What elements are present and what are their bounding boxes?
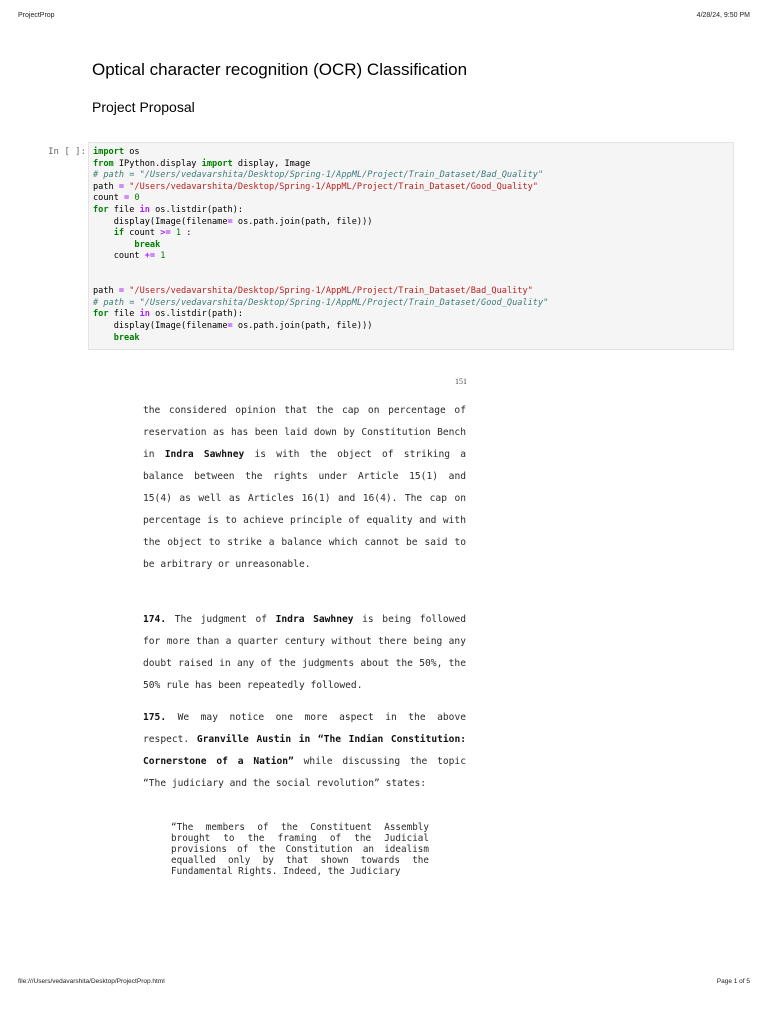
print-footer-url: file:///Users/vedavarshita/Desktop/ProjectProp.html xyxy=(18,978,165,985)
code-token: os.listdir(path): xyxy=(149,204,244,215)
code-token: os xyxy=(124,147,140,157)
scan-paragraph-175 xyxy=(143,707,466,795)
code-token: # path = "/Users/vedavarshita/Desktop/Spring-1/AppML/Project/Train_Dataset/Bad_Quality" xyxy=(93,170,544,181)
code-token: count xyxy=(93,251,145,262)
code-line xyxy=(93,182,733,194)
code-token: = xyxy=(118,286,125,297)
scan-paragraph-number: 174. xyxy=(143,614,167,625)
code-token: path xyxy=(93,286,119,297)
code-cell[interactable] xyxy=(30,142,736,350)
code-token: 0 xyxy=(134,193,140,204)
code-token: file xyxy=(108,309,140,320)
scan-text: is with the object of striking a balance between the rights under Article 15(1) and 15(4) as well as Articles 16(1) and 16(4). The cap on percentage is to achieve principle of equality and with the object to strike a balance which cannot be said to be arbitrary or unreasonable. xyxy=(143,449,467,570)
scan-text: while discussing the topic “The judiciary and the social revolution” states: xyxy=(143,756,466,789)
code-token: break xyxy=(134,239,161,250)
code-line xyxy=(93,170,733,182)
cell-prompt: In [ ]: xyxy=(48,147,86,157)
code-token: = xyxy=(227,216,233,227)
code-token: 1 xyxy=(175,228,182,239)
code-line xyxy=(93,228,733,240)
code-line xyxy=(93,309,733,321)
code-token: os.path.join(path, file))) xyxy=(232,320,373,331)
code-token: for xyxy=(93,204,109,215)
code-line xyxy=(93,286,733,298)
scan-text xyxy=(166,712,178,723)
code-token xyxy=(93,333,114,343)
code-editor[interactable] xyxy=(88,142,734,350)
code-token: >= xyxy=(160,228,171,239)
scan-text xyxy=(294,756,304,767)
code-token: break xyxy=(113,332,140,343)
code-token: 1 xyxy=(160,251,166,262)
print-footer-page: Page 1 of 5 xyxy=(716,978,750,985)
code-line xyxy=(93,193,733,205)
code-line xyxy=(93,217,733,229)
scan-text: is being followed for more than a quarter century without there being any doubt raised in any of the judgments about the 50%, the 50% rule has been repeatedly followed. xyxy=(143,614,466,691)
code-token: IPython.display xyxy=(113,158,202,169)
code-token xyxy=(93,240,134,250)
scan-bold-text: Indra Sawhney xyxy=(164,449,245,460)
code-token: display(Image(filename xyxy=(93,216,228,227)
code-line xyxy=(93,240,733,252)
scan-paragraph-1 xyxy=(143,400,466,576)
code-token: from xyxy=(93,158,114,169)
code-token: for xyxy=(93,309,109,320)
code-token: # path = "/Users/vedavarshita/Desktop/Spring-1/AppML/Project/Train_Dataset/Good_Quality" xyxy=(93,297,549,308)
scan-text: the considered opinion that the cap on percentage of reservation as has been laid down by Constitution Bench in xyxy=(143,405,466,460)
code-token: = xyxy=(118,181,125,192)
scan-bold-text: Granville Austin in “The Indian Constitution: Cornerstone of a Nation” xyxy=(143,734,466,767)
code-line xyxy=(93,298,733,310)
code-token: display, Image xyxy=(232,158,311,169)
code-token: += xyxy=(144,251,156,262)
print-footer xyxy=(18,978,750,988)
print-header-title: ProjectProp xyxy=(18,12,55,19)
scan-quote: “The members of the Constituent Assembly brought to the framing of the Judicial provisions of the Constitution an idealism equalled only by that shown towards the Fundamental Rights. Indeed, the Judiciary xyxy=(171,822,429,877)
code-line xyxy=(93,333,733,345)
notebook-title: Optical character recognition (OCR) Classification xyxy=(92,60,468,79)
code-line xyxy=(93,205,733,217)
code-token: = xyxy=(227,320,233,331)
code-token: = xyxy=(124,193,130,204)
code-token: "/Users/vedavarshita/Desktop/Spring-1/AppML/Project/Train_Dataset/Bad_Quality" xyxy=(129,286,533,297)
code-token: import xyxy=(93,147,125,157)
code-token: display(Image(filename xyxy=(93,320,228,331)
scan-paragraph-number: 175. xyxy=(143,712,167,723)
code-token: path xyxy=(93,181,119,192)
print-header xyxy=(18,12,750,24)
code-line xyxy=(93,275,733,287)
print-header-datetime: 4/28/24, 9:50 PM xyxy=(696,12,750,19)
scan-page-number: 151 xyxy=(455,377,467,386)
code-token: import xyxy=(201,158,233,169)
scan-text xyxy=(166,614,175,625)
code-token: "/Users/vedavarshita/Desktop/Spring-1/AppML/Project/Train_Dataset/Good_Quality" xyxy=(129,181,538,192)
scan-text: The judgment of xyxy=(174,614,276,625)
code-line xyxy=(93,147,733,159)
code-line xyxy=(93,321,733,333)
notebook-subtitle: Project Proposal xyxy=(92,99,195,115)
code-token: : xyxy=(181,228,192,239)
code-token: os.path.join(path, file))) xyxy=(232,216,373,227)
code-token: count xyxy=(124,228,161,239)
code-token: if xyxy=(113,228,125,239)
scan-bold-text: Indra Sawhney xyxy=(275,614,354,625)
code-line xyxy=(93,251,733,263)
code-token: os.listdir(path): xyxy=(149,309,244,320)
code-token xyxy=(93,228,114,238)
code-token: in xyxy=(139,309,150,320)
scan-text: We may notice one more aspect in the above respect. xyxy=(143,712,466,745)
output-image-scan xyxy=(132,370,477,890)
code-token: count xyxy=(93,193,125,204)
scan-paragraph-174 xyxy=(143,609,466,697)
code-token: in xyxy=(139,204,150,215)
code-line xyxy=(93,263,733,275)
scan-text xyxy=(189,734,197,745)
code-line xyxy=(93,159,733,171)
code-token: file xyxy=(108,204,140,215)
